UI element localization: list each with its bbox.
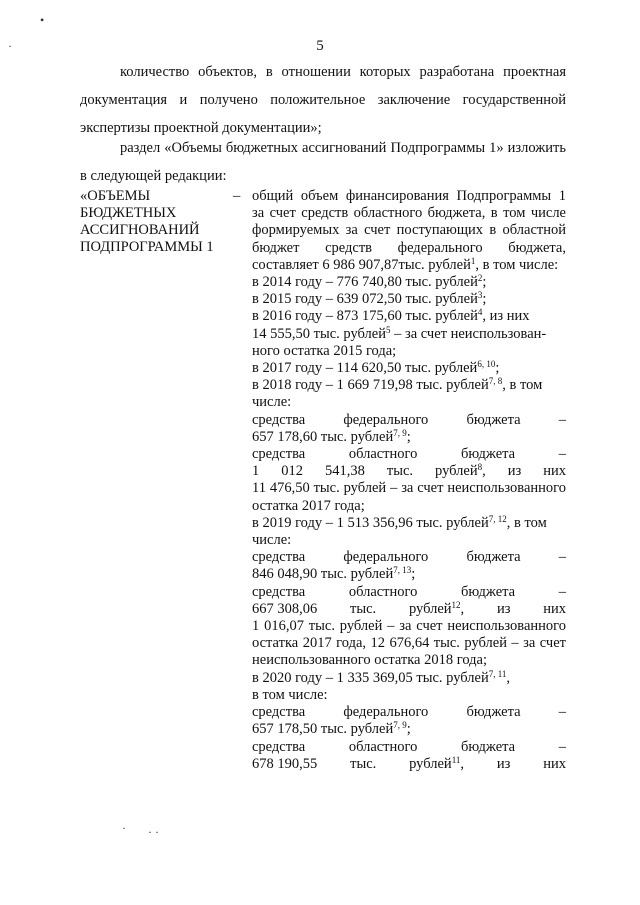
scan-mark: · — [122, 821, 126, 835]
text-line: 667 308,06 тыс. рублей$^{12}$, из них — [252, 599, 566, 617]
scan-mark: · — [8, 39, 12, 53]
text-line: 657 178,50 тыс. рублей$^{7, 9}$; — [252, 720, 411, 738]
dash-separator: – — [233, 188, 241, 204]
text-line: средства федерального бюджета – — [252, 411, 566, 428]
scan-mark: • — [40, 13, 45, 27]
text-line: в 2015 году – 639 072,50 тыс. рублей$^3$; — [252, 290, 487, 308]
text-line: 1 012 541,38 тыс. рублей$^8$, из них — [252, 462, 566, 480]
text-line: остатка 2017 года, 12 676,64 тыс. рублей – за счет — [252, 635, 566, 652]
text-line: средства областного бюджета – — [252, 583, 566, 600]
text-line: 14 555,50 тыс. рублей$^5$ – за счет неиспользован- — [252, 324, 547, 342]
text-line: 1 016,07 тыс. рублей – за счет неиспользованного — [252, 618, 566, 635]
heading-line: «ОБЪЕМЫ — [80, 188, 151, 204]
text-line: 11 476,50 тыс. рублей – за счет неиспользованного — [252, 480, 566, 497]
text-line: в 2016 году – 873 175,60 тыс. рублей$^4$, из них — [252, 307, 530, 325]
text-line: 657 178,60 тыс. рублей$^{7, 9}$; — [252, 427, 411, 445]
section-heading — [80, 188, 230, 256]
text-line: 678 190,55 тыс. рублей$^{11}$, из них — [252, 754, 566, 772]
text-line: формируемых за счет поступающих в областной — [252, 222, 566, 239]
text-line: средства областного бюджета – — [252, 446, 566, 463]
text-line: неиспользованного остатка 2018 года; — [252, 652, 488, 669]
intro-paragraph: количество объектов, в отношении которых разработана проектная документация и получено положительное заключение государственной экспертизы проектной документации»; — [80, 64, 566, 136]
text-line: в 2020 году – 1 335 369,05 тыс. рублей$^{7, 11}$, — [252, 668, 511, 686]
text-line: в 2017 году – 114 620,50 тыс. рублей$^{6, 10}$; — [252, 359, 500, 377]
text-line: за счет средств областного бюджета, в том числе — [252, 205, 566, 222]
text-line: средства федерального бюджета – — [252, 704, 566, 721]
text-line: в 2014 году – 776 740,80 тыс. рублей$^2$; — [252, 273, 487, 291]
text-line: в 2018 году – 1 669 719,98 тыс. рублей$^{7, 8}$, в том — [252, 376, 543, 394]
text-line: общий объем финансирования Подпрограммы 1 — [252, 188, 566, 204]
text-line: составляет 6 986 907,87тыс. рублей$^1$, в том числе: — [252, 255, 559, 273]
funding-details — [252, 188, 566, 773]
heading-line: БЮДЖЕТНЫХ — [80, 205, 177, 221]
scan-mark: · · — [148, 825, 159, 839]
section-paragraph: раздел «Объемы бюджетных ассигнований Подпрограммы 1» изложить в следующей редакции: — [80, 140, 566, 184]
text-line: в том числе: — [252, 686, 328, 703]
text-line: средства областного бюджета – — [252, 738, 566, 755]
text-line: числе: — [252, 394, 292, 411]
text-line: остатка 2017 года; — [252, 497, 365, 514]
text-line: в 2019 году – 1 513 356,96 тыс. рублей$^{7, 12}$, в том — [252, 513, 547, 531]
text-line: бюджет средств федерального бюджета, — [252, 239, 566, 256]
text-line: ного остатка 2015 года; — [252, 342, 397, 359]
page-number: 5 — [316, 38, 324, 54]
heading-line: АССИГНОВАНИЙ — [80, 222, 200, 238]
text-line: средства федерального бюджета – — [252, 549, 566, 566]
heading-line: ПОДПРОГРАММЫ 1 — [80, 239, 214, 255]
text-line: 846 048,90 тыс. рублей$^{7, 13}$; — [252, 565, 416, 583]
text-line: числе: — [252, 532, 292, 549]
